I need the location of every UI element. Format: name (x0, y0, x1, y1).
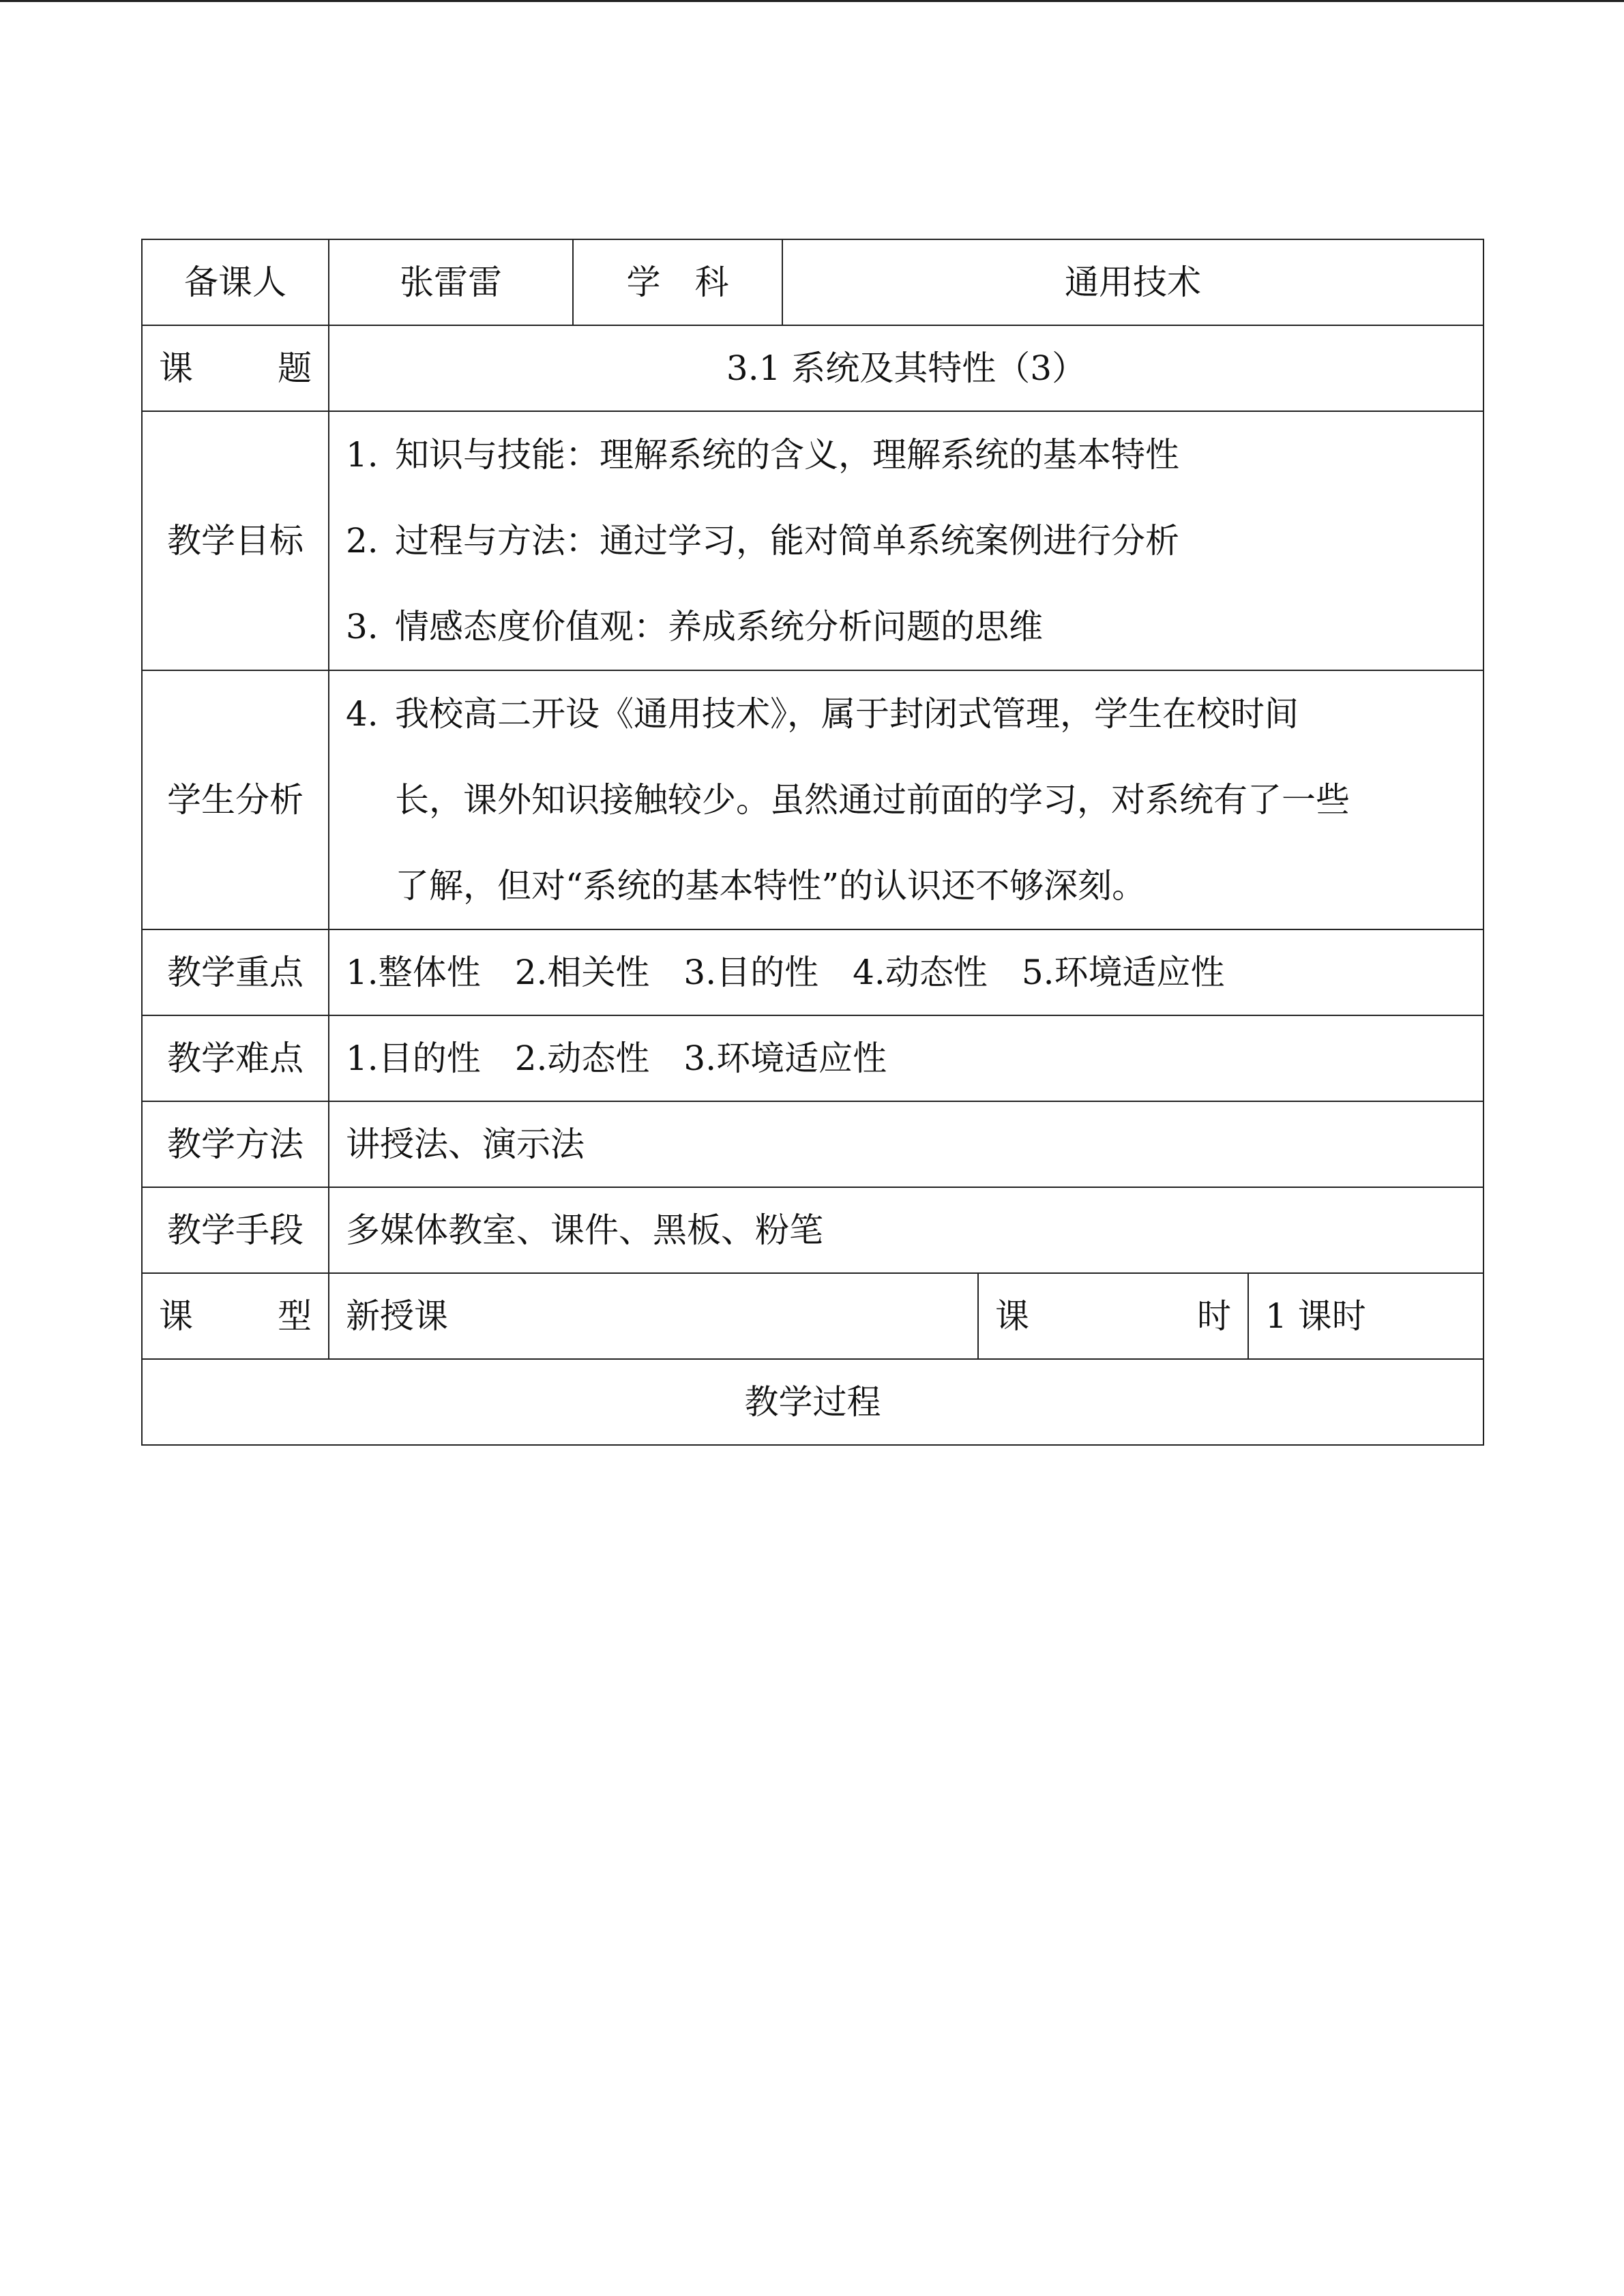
preparer-name: 张雷雷 (329, 239, 573, 325)
means-row (142, 1187, 1483, 1273)
topic-row (142, 325, 1483, 411)
page-top-border (0, 0, 1624, 2)
difficult-points-row (142, 1015, 1483, 1101)
analysis-line (346, 757, 1466, 843)
lesson-plan-table (141, 239, 1484, 1446)
objective-item (346, 584, 1466, 670)
topic-label-left: 课 (159, 348, 193, 388)
student-analysis-label: 学生分析 (142, 670, 329, 929)
methods-row (142, 1101, 1483, 1187)
process-title: 教学过程 (142, 1359, 1483, 1445)
objectives-row (142, 411, 1483, 670)
lesson-hours-label-right: 时 (1197, 1296, 1231, 1336)
topic-value: 3.1 系统及其特性（3） (329, 325, 1483, 411)
key-points-label: 教学重点 (142, 929, 329, 1015)
analysis-text: 我校高二开设《通用技术》，属于封闭式管理，学生在校时间 (395, 694, 1299, 734)
lesson-type-row (142, 1273, 1483, 1359)
objective-item (346, 412, 1466, 498)
analysis-text: 了解，但对“系统的基本特性”的认识还不够深刻。 (395, 866, 1147, 906)
key-points-value: 1.整体性 2.相关性 3.目的性 4.动态性 5.环境适应性 (329, 929, 1483, 1015)
topic-label (142, 325, 329, 411)
subject-label: 学 科 (573, 239, 782, 325)
objective-number: 1. (346, 435, 379, 475)
methods-label: 教学方法 (142, 1101, 329, 1187)
objectives-label: 教学目标 (142, 411, 329, 670)
subject-value: 通用技术 (782, 239, 1483, 325)
analysis-number: 4. (346, 694, 379, 734)
means-value: 多媒体教室、课件、黑板、粉笔 (329, 1187, 1483, 1273)
header-row (142, 239, 1483, 325)
objective-number: 3. (346, 607, 379, 646)
difficult-points-value: 1.目的性 2.动态性 3.环境适应性 (329, 1015, 1483, 1101)
analysis-text: 长，课外知识接触较少。虽然通过前面的学习，对系统有了一些 (395, 780, 1350, 820)
objective-item (346, 498, 1466, 584)
topic-label-right: 题 (278, 348, 312, 388)
objectives-content (329, 411, 1483, 670)
preparer-label: 备课人 (142, 239, 329, 325)
lesson-type-label (142, 1273, 329, 1359)
lesson-type-label-left: 课 (159, 1296, 193, 1336)
objective-number: 2. (346, 521, 379, 561)
lesson-type-value: 新授课 (329, 1273, 978, 1359)
student-analysis-content (329, 670, 1483, 929)
key-points-row (142, 929, 1483, 1015)
objective-text: 情感态度价值观：养成系统分析问题的思维 (395, 607, 1043, 646)
analysis-line (346, 671, 1466, 757)
objective-text: 过程与方法：通过学习，能对简单系统案例进行分析 (395, 521, 1179, 561)
methods-value: 讲授法、演示法 (329, 1101, 1483, 1187)
lesson-hours-value: 1 课时 (1248, 1273, 1483, 1359)
lesson-type-label-right: 型 (278, 1296, 312, 1336)
lesson-hours-label (978, 1273, 1248, 1359)
means-label: 教学手段 (142, 1187, 329, 1273)
difficult-points-label: 教学难点 (142, 1015, 329, 1101)
objective-text: 知识与技能：理解系统的含义，理解系统的基本特性 (395, 435, 1179, 475)
student-analysis-row (142, 670, 1483, 929)
lesson-hours-label-left: 课 (995, 1296, 1029, 1336)
process-row (142, 1359, 1483, 1445)
analysis-line (346, 843, 1466, 929)
